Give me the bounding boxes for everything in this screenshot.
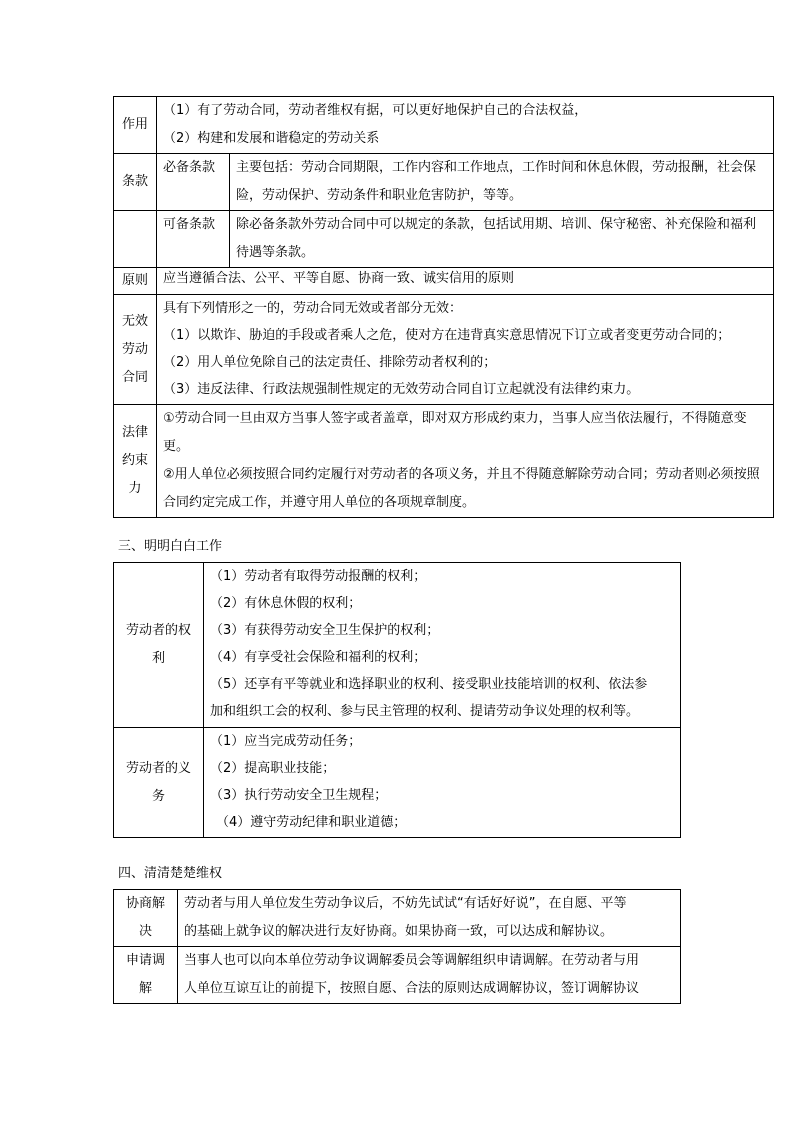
table-row — [114, 947, 681, 1004]
list-item: 当事人也可以向本单位劳动争议调解委员会等调解组织申请调解。在劳动者与用 — [184, 953, 640, 968]
list-item: 的基础上就争议的解决进行友好协商。如果协商一致，可以达成和解协议。 — [184, 924, 614, 939]
zuoyong-content — [157, 97, 774, 154]
yuanze-content: 应当遵循合法、公平、平等自愿、协商一致、诚实信用的原则 — [157, 268, 774, 295]
table-row — [114, 890, 681, 947]
table-row — [114, 295, 774, 405]
list-item: （2）构建和发展和谐稳定的劳动关系 — [163, 131, 380, 146]
table-row — [114, 563, 681, 728]
list-item: （4）遵守劳动纪律和职业道德； — [216, 815, 407, 830]
list-item: （3）违反法律、行政法规强制性规定的无效劳动合同自订立起就没有法律约束力。 — [163, 382, 640, 397]
label-line: 合同 — [121, 369, 148, 385]
label-line: 申请调 — [125, 953, 165, 968]
row-label-xieshang — [114, 890, 178, 947]
list-item: （5）还享有平等就业和选择职业的权利、接受职业技能培训的权利、依法参 — [210, 677, 648, 692]
label-line: 劳动者的权 — [125, 623, 191, 638]
labor-contract-table — [113, 96, 774, 518]
list-item: （1）劳动者有取得劳动报酬的权利； — [210, 569, 427, 584]
table-row — [114, 728, 681, 838]
list-item: （1）应当完成劳动任务； — [210, 734, 362, 749]
table-row — [114, 154, 774, 211]
list-item: （3）执行劳动安全卫生规程； — [210, 788, 388, 803]
section-heading-3: 三、明明白白工作 — [118, 539, 223, 554]
list-item: 人单位互谅互让的前提下，按照自愿、合法的原则达成调解协议，签订调解协议 — [184, 981, 640, 996]
row-label-shenqing — [114, 947, 178, 1004]
paragraph: ①劳动合同一旦由双方当事人签字或者盖章，即对双方形成约束力，当事人应当依法履行，不得随意变更。 — [163, 411, 747, 454]
yueshu-content — [157, 405, 774, 518]
label-line: 协商解 — [125, 896, 165, 911]
label-line: 利 — [151, 651, 165, 666]
xieshang-content — [178, 890, 681, 947]
wuxiao-content — [157, 295, 774, 405]
list-item: （1）有了劳动合同，劳动者维权有据，可以更好地保护自己的合法权益， — [163, 103, 588, 118]
label-line: 法律 — [121, 425, 148, 440]
list-item: （2）用人单位免除自己的法定责任、排除劳动者权利的； — [163, 355, 497, 370]
kebei-label: 可备条款 — [157, 211, 230, 268]
table-row — [114, 405, 774, 518]
table-row — [114, 268, 774, 295]
list-item: （2）有休息休假的权利； — [210, 596, 362, 611]
label-line: 力 — [128, 481, 142, 496]
row-label-duties — [114, 728, 204, 838]
section-heading-4: 四、清清楚楚维权 — [118, 866, 223, 881]
row-label-yueshu — [114, 405, 157, 518]
label-line: 务 — [151, 788, 165, 804]
label-line: 劳动 — [121, 341, 148, 357]
row-label-wuxiao — [114, 295, 157, 405]
label-line: 解 — [138, 981, 152, 996]
dispute-resolution-table — [113, 889, 681, 1004]
label-line: 无效 — [121, 313, 148, 329]
row-label-yuanze: 原则 — [114, 268, 157, 295]
row-label-tiaokuan: 条款 — [114, 154, 157, 211]
list-item: （4）有享受社会保险和福利的权利； — [210, 650, 427, 665]
list-item: 具有下列情形之一的，劳动合同无效或者部分无效： — [163, 301, 463, 316]
label-line: 决 — [138, 924, 152, 939]
table-row — [114, 211, 774, 268]
shenqing-content — [178, 947, 681, 1004]
rights-content — [204, 563, 681, 728]
bibei-label: 必备条款 — [157, 154, 230, 211]
row-label-zuoyong: 作用 — [114, 97, 157, 154]
paragraph: ②用人单位必须按照合同约定履行对劳动者的各项义务，并且不得随意解除劳动合同；劳动者则必须按照合同约定完成工作，并遵守用人单位的各项规章制度。 — [163, 467, 760, 510]
rights-duties-table — [113, 562, 681, 838]
list-item: 劳动者与用人单位发生劳动争议后，不妨先试试“有话好好说”，在自愿、平等 — [184, 896, 627, 911]
label-line: 约束 — [121, 453, 148, 468]
row-label-rights — [114, 563, 204, 728]
list-item: 加和组织工会的权利、参与民主管理的权利、提请劳动争议处理的权利等。 — [210, 704, 640, 719]
empty-cell — [114, 211, 157, 268]
duties-content — [204, 728, 681, 838]
kebei-content: 除必备条款外劳动合同中可以规定的条款，包括试用期、培训、保守秘密、补充保险和福利待遇等条款。 — [230, 211, 774, 268]
list-item: （2）提高职业技能； — [210, 761, 336, 776]
bibei-content: 主要包括：劳动合同期限，工作内容和工作地点，工作时间和休息休假，劳动报酬，社会保险，劳动保护、劳动条件和职业危害防护，等等。 — [230, 154, 774, 211]
list-item: （3）有获得劳动安全卫生保护的权利； — [210, 623, 440, 638]
list-item: （1）以欺诈、胁迫的手段或者乘人之危，使对方在违背真实意思情况下订立或者变更劳动合同的； — [163, 328, 731, 343]
label-line: 劳动者的义 — [125, 760, 191, 776]
table-row — [114, 97, 774, 154]
